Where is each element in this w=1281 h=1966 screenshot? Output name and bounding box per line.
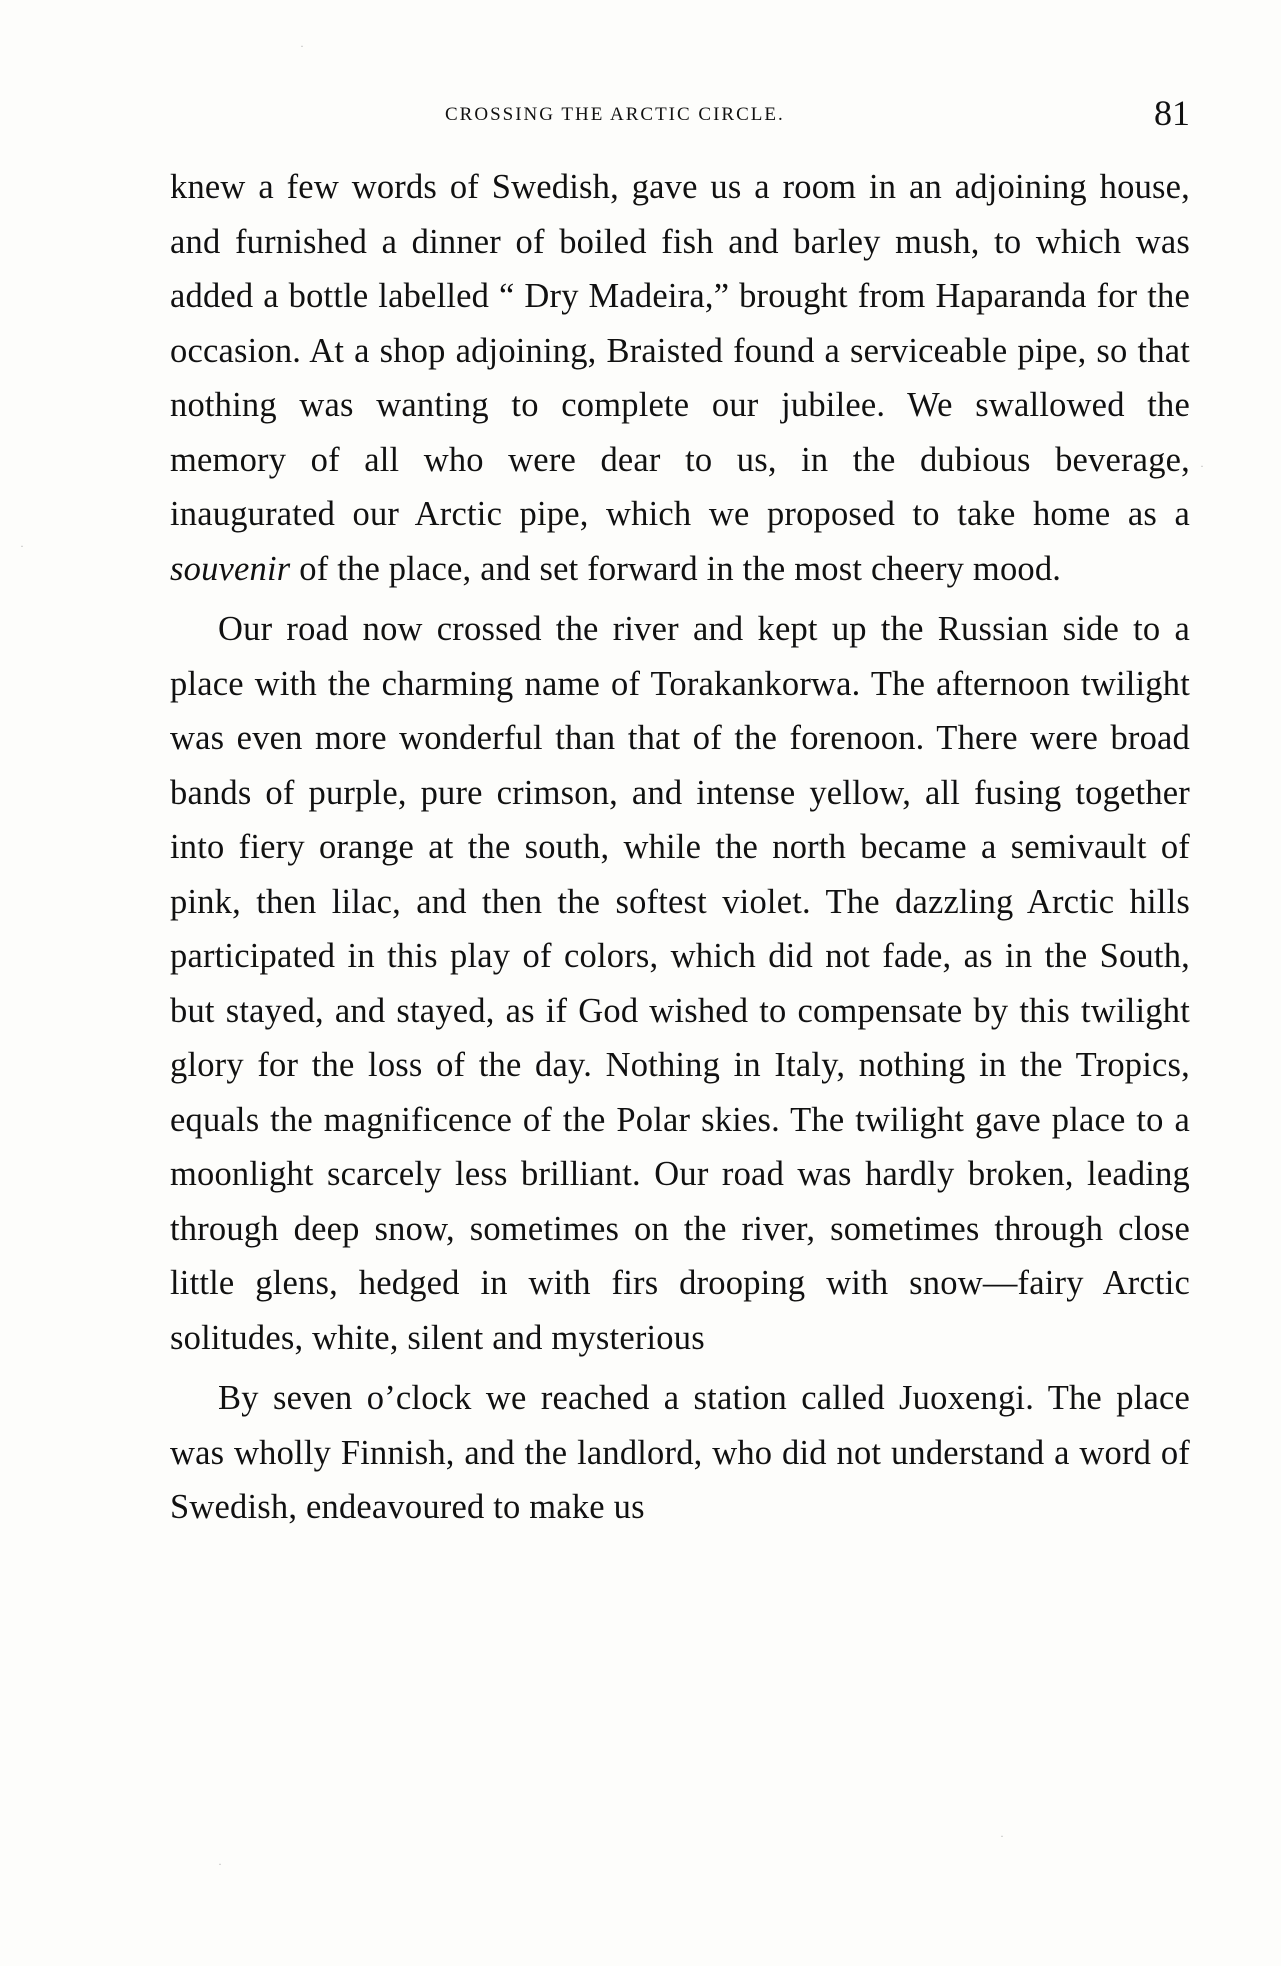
page-number: 81 [1154, 93, 1190, 133]
paper-speck: · [1200, 459, 1204, 473]
body-text [170, 160, 1190, 1541]
paragraph-3: By seven o’clock we reached a station called Juoxengi. The place was wholly Finnish, and the landlord, who did not understand a word of Swedish, endeavoured to make us [170, 1379, 1190, 1526]
paragraph-2: Our road now crossed the river and kept up the Russian side to a place with the charming name of Torakankorwa. The afternoon twilight was even more wonderful than that of the forenoon. There were broad bands of purple, pure crimson, and intense yellow, all fusing together into fiery orange at the south, while the north became a semivault of pink, then lilac, and then the softest violet. The dazzling Arctic hills participated in this play of colors, which did not fade, as in the South, but stayed, and stayed, as if God wished to compensate by this twilight glory for the loss of the day. Nothing in Italy, nothing in the Tropics, equals the magnificence of the Polar skies. The twilight gave place to a moonlight scarcely less brilliant. Our road was hardly broken, leading through deep snow, sometimes on the river, sometimes through close little glens, hedged in with firs drooping with snow—fairy Arctic solitudes, white, silent and mysterious [170, 610, 1190, 1357]
paragraph-1 [170, 160, 1190, 596]
paragraph-1-text-before: knew a few words of Swedish, gave us a room in an adjoining house, and furnished a dinner of boiled fish and barley mush, to which was added a bottle labelled “ Dry Madeira,” brought from Haparanda for the occasion. At a shop adjoining, Braisted found a serviceable pipe, so that nothing was wanting to complete our jubilee. We swallowed the memory of all who were dear to us, in the dubious beverage, inaugurated our Arctic pipe, which we proposed to take home as a [170, 168, 1190, 533]
paragraph-1-italic: souvenir [170, 549, 291, 588]
paper-speck: · [20, 539, 24, 553]
paper-speck: · [218, 1857, 222, 1871]
paragraph-1-text-after: of the place, and set forward in the most cheery mood. [299, 549, 1062, 588]
paper-speck: · [300, 39, 304, 53]
running-title: CROSSING THE ARCTIC CIRCLE. [445, 104, 785, 125]
paper-speck: · [1000, 1829, 1004, 1843]
page-header [170, 92, 1190, 152]
